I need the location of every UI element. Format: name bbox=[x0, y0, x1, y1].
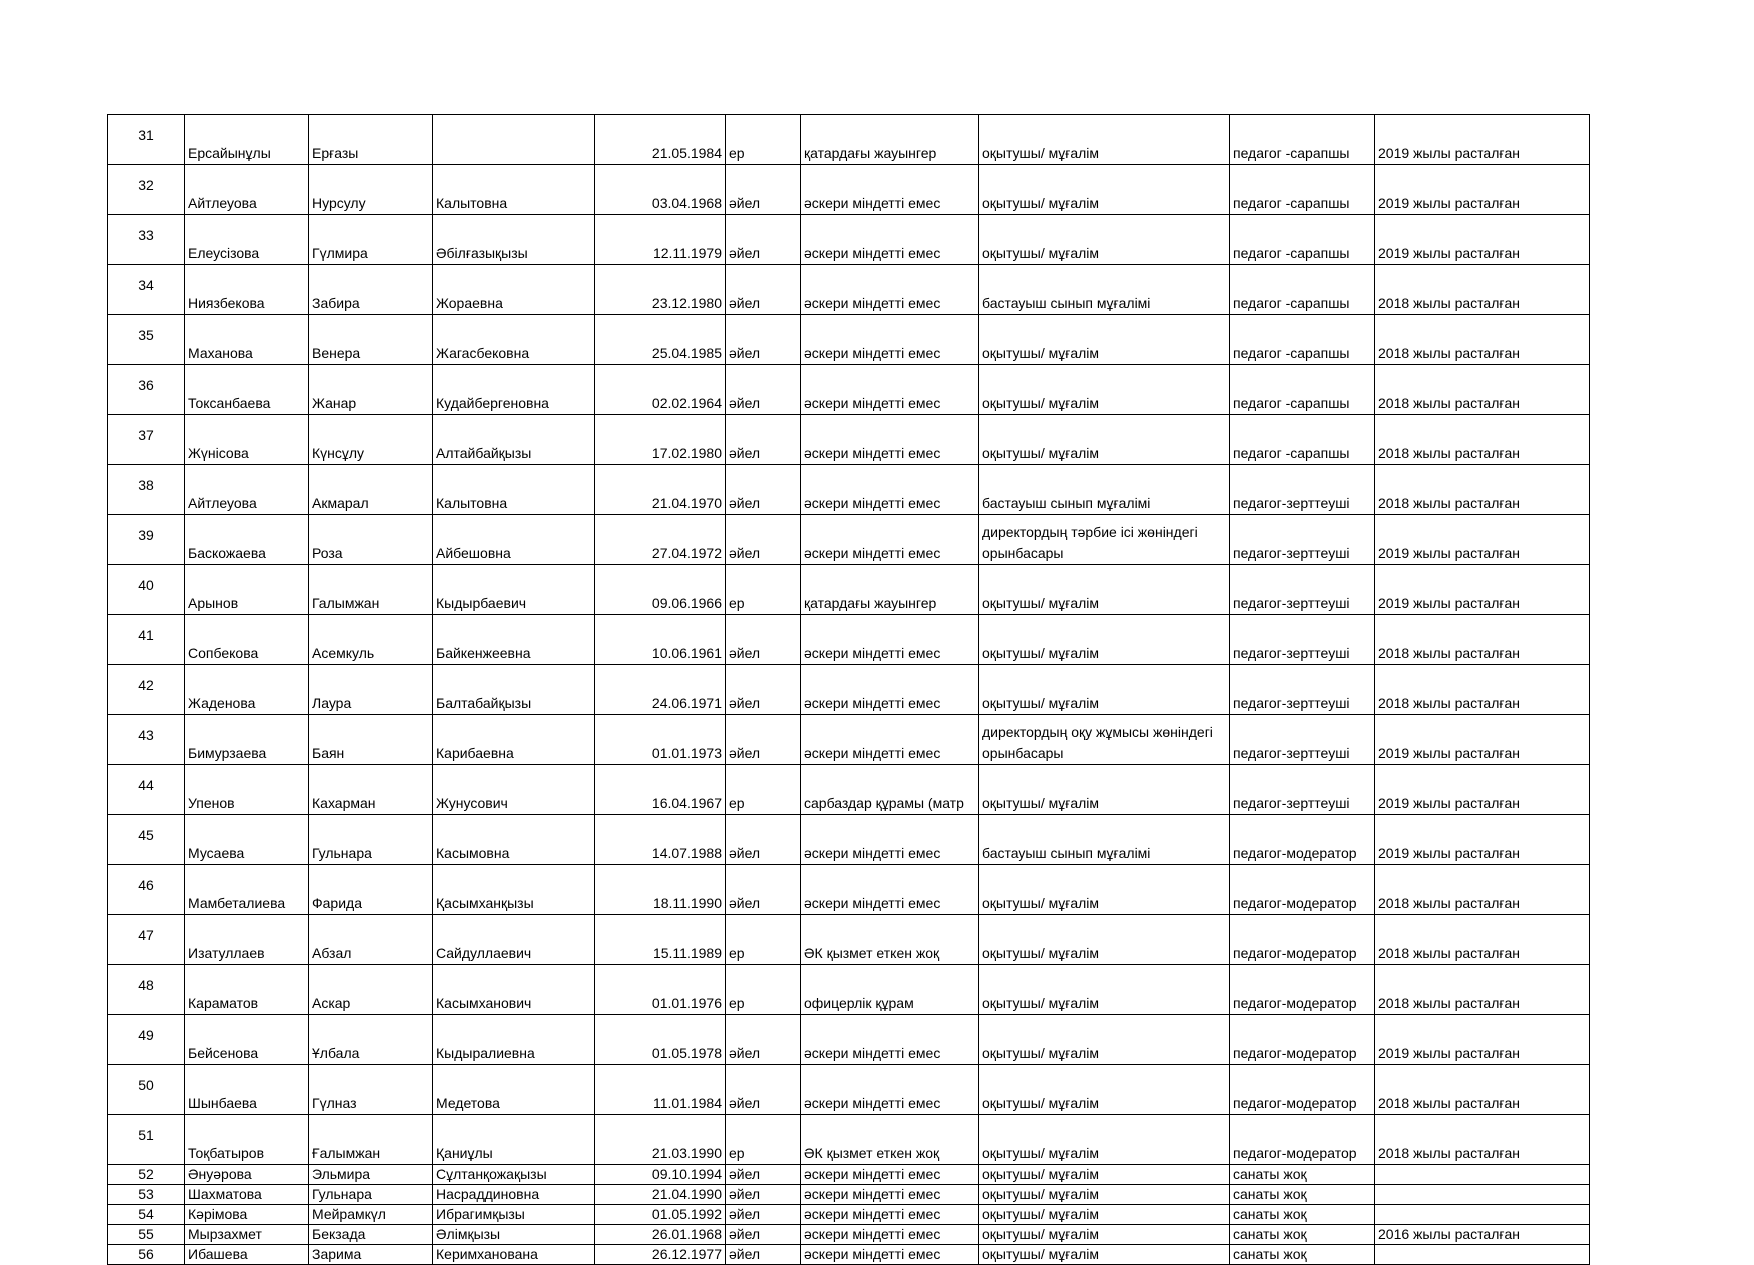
category-cell: санаты жоқ bbox=[1230, 1225, 1375, 1245]
military-status-cell: әскери міндетті емес bbox=[801, 615, 979, 665]
first-name-cell: Аскар bbox=[309, 965, 433, 1015]
gender-cell: әйел bbox=[726, 515, 801, 565]
military-status-cell: әскери міндетті емес bbox=[801, 1225, 979, 1245]
birth-date-cell: 17.02.1980 bbox=[595, 415, 726, 465]
position-cell: оқытушы/ мұғалім bbox=[979, 215, 1230, 265]
gender-cell: ер bbox=[726, 915, 801, 965]
row-number-cell: 37 bbox=[108, 415, 185, 465]
first-name-cell: Гульнара bbox=[309, 815, 433, 865]
row-number-cell: 32 bbox=[108, 165, 185, 215]
military-status-cell: әскери міндетті емес bbox=[801, 665, 979, 715]
birth-date-cell: 01.01.1976 bbox=[595, 965, 726, 1015]
table-row bbox=[108, 215, 1590, 265]
gender-cell: әйел bbox=[726, 1165, 801, 1185]
first-name-cell: Забира bbox=[309, 265, 433, 315]
military-status-cell: әскери міндетті емес bbox=[801, 165, 979, 215]
first-name-cell: Лаура bbox=[309, 665, 433, 715]
category-cell: педагог-модератор bbox=[1230, 815, 1375, 865]
position-cell: оқытушы/ мұғалім bbox=[979, 865, 1230, 915]
attestation-cell bbox=[1375, 1205, 1590, 1225]
military-status-cell: әскери міндетті емес bbox=[801, 1245, 979, 1265]
last-name-cell: Шахматова bbox=[185, 1185, 309, 1205]
birth-date-cell: 01.05.1978 bbox=[595, 1015, 726, 1065]
attestation-cell: 2018 жылы расталған bbox=[1375, 865, 1590, 915]
birth-date-cell: 09.10.1994 bbox=[595, 1165, 726, 1185]
attestation-cell: 2018 жылы расталған bbox=[1375, 365, 1590, 415]
attestation-cell: 2016 жылы расталған bbox=[1375, 1225, 1590, 1245]
position-cell: оқытушы/ мұғалім bbox=[979, 315, 1230, 365]
first-name-cell: Акмарал bbox=[309, 465, 433, 515]
birth-date-cell: 03.04.1968 bbox=[595, 165, 726, 215]
last-name-cell: Жүнісова bbox=[185, 415, 309, 465]
row-number-cell: 48 bbox=[108, 965, 185, 1015]
row-number-cell: 53 bbox=[108, 1185, 185, 1205]
military-status-cell: ӘК қызмет еткен жоқ bbox=[801, 915, 979, 965]
patronymic-cell: Кыдыралиевна bbox=[433, 1015, 595, 1065]
first-name-cell: Асемкуль bbox=[309, 615, 433, 665]
position-cell: оқытушы/ мұғалім bbox=[979, 115, 1230, 165]
military-status-cell: әскери міндетті емес bbox=[801, 215, 979, 265]
military-status-cell: әскери міндетті емес bbox=[801, 815, 979, 865]
patronymic-cell: Қасымханқызы bbox=[433, 865, 595, 915]
birth-date-cell: 09.06.1966 bbox=[595, 565, 726, 615]
category-cell: санаты жоқ bbox=[1230, 1205, 1375, 1225]
table-row bbox=[108, 865, 1590, 915]
last-name-cell: Арынов bbox=[185, 565, 309, 615]
first-name-cell: Жанар bbox=[309, 365, 433, 415]
row-number-cell: 31 bbox=[108, 115, 185, 165]
row-number-cell: 43 bbox=[108, 715, 185, 765]
row-number-cell: 39 bbox=[108, 515, 185, 565]
birth-date-cell: 01.01.1973 bbox=[595, 715, 726, 765]
patronymic-cell: Сайдуллаевич bbox=[433, 915, 595, 965]
last-name-cell: Упенов bbox=[185, 765, 309, 815]
last-name-cell: Кәрімова bbox=[185, 1205, 309, 1225]
position-cell: оқытушы/ мұғалім bbox=[979, 1185, 1230, 1205]
category-cell: педагог -сарапшы bbox=[1230, 165, 1375, 215]
category-cell: педагог-зерттеуші bbox=[1230, 565, 1375, 615]
row-number-cell: 50 bbox=[108, 1065, 185, 1115]
row-number-cell: 55 bbox=[108, 1225, 185, 1245]
table-row bbox=[108, 115, 1590, 165]
gender-cell: әйел bbox=[726, 365, 801, 415]
attestation-cell: 2019 жылы расталған bbox=[1375, 115, 1590, 165]
gender-cell: әйел bbox=[726, 415, 801, 465]
last-name-cell: Мамбеталиева bbox=[185, 865, 309, 915]
category-cell: педагог-модератор bbox=[1230, 965, 1375, 1015]
birth-date-cell: 01.05.1992 bbox=[595, 1205, 726, 1225]
last-name-cell: Айтлеуова bbox=[185, 465, 309, 515]
attestation-cell bbox=[1375, 1165, 1590, 1185]
position-cell: оқытушы/ мұғалім bbox=[979, 365, 1230, 415]
birth-date-cell: 27.04.1972 bbox=[595, 515, 726, 565]
gender-cell: әйел bbox=[726, 815, 801, 865]
patronymic-cell: Жораевна bbox=[433, 265, 595, 315]
table-body bbox=[108, 115, 1590, 1265]
position-cell: оқытушы/ мұғалім bbox=[979, 565, 1230, 615]
first-name-cell: Эльмира bbox=[309, 1165, 433, 1185]
row-number-cell: 36 bbox=[108, 365, 185, 415]
patronymic-cell: Медетова bbox=[433, 1065, 595, 1115]
last-name-cell: Ибашева bbox=[185, 1245, 309, 1265]
position-cell: директордың оқу жұмысы жөніндегі орынбасары bbox=[979, 715, 1230, 765]
attestation-cell: 2019 жылы расталған bbox=[1375, 1015, 1590, 1065]
patronymic-cell: Касымханович bbox=[433, 965, 595, 1015]
table-row bbox=[108, 1115, 1590, 1165]
gender-cell: ер bbox=[726, 115, 801, 165]
last-name-cell: Ерсайынұлы bbox=[185, 115, 309, 165]
birth-date-cell: 16.04.1967 bbox=[595, 765, 726, 815]
attestation-cell: 2019 жылы расталған bbox=[1375, 765, 1590, 815]
category-cell: педагог -сарапшы bbox=[1230, 265, 1375, 315]
attestation-cell: 2018 жылы расталған bbox=[1375, 665, 1590, 715]
patronymic-cell: Калытовна bbox=[433, 165, 595, 215]
attestation-cell: 2018 жылы расталған bbox=[1375, 465, 1590, 515]
category-cell: педагог-зерттеуші bbox=[1230, 765, 1375, 815]
table-row bbox=[108, 565, 1590, 615]
patronymic-cell: Алтайбайқызы bbox=[433, 415, 595, 465]
patronymic-cell: Кудайбергеновна bbox=[433, 365, 595, 415]
birth-date-cell: 10.06.1961 bbox=[595, 615, 726, 665]
patronymic-cell: Керимханована bbox=[433, 1245, 595, 1265]
first-name-cell: Роза bbox=[309, 515, 433, 565]
birth-date-cell: 11.01.1984 bbox=[595, 1065, 726, 1115]
gender-cell: әйел bbox=[726, 1015, 801, 1065]
gender-cell: ер bbox=[726, 765, 801, 815]
table-row bbox=[108, 465, 1590, 515]
gender-cell: әйел bbox=[726, 265, 801, 315]
patronymic-cell: Насраддиновна bbox=[433, 1185, 595, 1205]
position-cell: бастауыш сынып мұғалімі bbox=[979, 815, 1230, 865]
gender-cell: әйел bbox=[726, 715, 801, 765]
last-name-cell: Изатуллаев bbox=[185, 915, 309, 965]
birth-date-cell: 12.11.1979 bbox=[595, 215, 726, 265]
category-cell: педагог-модератор bbox=[1230, 1065, 1375, 1115]
first-name-cell: Баян bbox=[309, 715, 433, 765]
position-cell: оқытушы/ мұғалім bbox=[979, 1165, 1230, 1185]
birth-date-cell: 26.01.1968 bbox=[595, 1225, 726, 1245]
last-name-cell: Елеусізова bbox=[185, 215, 309, 265]
military-status-cell: қатардағы жауынгер bbox=[801, 115, 979, 165]
patronymic-cell: Әбілғазықызы bbox=[433, 215, 595, 265]
category-cell: педагог -сарапшы bbox=[1230, 115, 1375, 165]
last-name-cell: Шынбаева bbox=[185, 1065, 309, 1115]
patronymic-cell: Байкенжеевна bbox=[433, 615, 595, 665]
position-cell: оқытушы/ мұғалім bbox=[979, 965, 1230, 1015]
last-name-cell: Бимурзаева bbox=[185, 715, 309, 765]
patronymic-cell bbox=[433, 115, 595, 165]
position-cell: оқытушы/ мұғалім bbox=[979, 1245, 1230, 1265]
category-cell: санаты жоқ bbox=[1230, 1245, 1375, 1265]
category-cell: педагог-зерттеуші bbox=[1230, 715, 1375, 765]
patronymic-cell: Жунусович bbox=[433, 765, 595, 815]
category-cell: педагог-модератор bbox=[1230, 915, 1375, 965]
military-status-cell: сарбаздар құрамы (матр bbox=[801, 765, 979, 815]
gender-cell: әйел bbox=[726, 615, 801, 665]
gender-cell: әйел bbox=[726, 1245, 801, 1265]
patronymic-cell: Карибаевна bbox=[433, 715, 595, 765]
table-row bbox=[108, 715, 1590, 765]
table-row bbox=[108, 415, 1590, 465]
gender-cell: ер bbox=[726, 1115, 801, 1165]
birth-date-cell: 25.04.1985 bbox=[595, 315, 726, 365]
staff-table bbox=[107, 114, 1590, 1265]
category-cell: педагог-зерттеуші bbox=[1230, 465, 1375, 515]
category-cell: педагог-зерттеуші bbox=[1230, 665, 1375, 715]
table-row bbox=[108, 665, 1590, 715]
table-row bbox=[108, 165, 1590, 215]
first-name-cell: Фарида bbox=[309, 865, 433, 915]
table-row bbox=[108, 365, 1590, 415]
last-name-cell: Караматов bbox=[185, 965, 309, 1015]
position-cell: оқытушы/ мұғалім bbox=[979, 765, 1230, 815]
table-row bbox=[108, 765, 1590, 815]
patronymic-cell: Әлімқызы bbox=[433, 1225, 595, 1245]
birth-date-cell: 21.05.1984 bbox=[595, 115, 726, 165]
row-number-cell: 52 bbox=[108, 1165, 185, 1185]
gender-cell: әйел bbox=[726, 1205, 801, 1225]
category-cell: педагог -сарапшы bbox=[1230, 365, 1375, 415]
last-name-cell: Баскожаева bbox=[185, 515, 309, 565]
position-cell: оқытушы/ мұғалім bbox=[979, 415, 1230, 465]
military-status-cell: әскери міндетті емес bbox=[801, 365, 979, 415]
first-name-cell: Ғалымжан bbox=[309, 1115, 433, 1165]
category-cell: педагог-модератор bbox=[1230, 1115, 1375, 1165]
table-row bbox=[108, 1165, 1590, 1185]
military-status-cell: әскери міндетті емес bbox=[801, 865, 979, 915]
position-cell: оқытушы/ мұғалім bbox=[979, 665, 1230, 715]
birth-date-cell: 14.07.1988 bbox=[595, 815, 726, 865]
attestation-cell bbox=[1375, 1245, 1590, 1265]
birth-date-cell: 02.02.1964 bbox=[595, 365, 726, 415]
military-status-cell: әскери міндетті емес bbox=[801, 265, 979, 315]
table-row bbox=[108, 1015, 1590, 1065]
military-status-cell: әскери міндетті емес bbox=[801, 1065, 979, 1115]
attestation-cell: 2019 жылы расталған bbox=[1375, 215, 1590, 265]
first-name-cell: Гүлмира bbox=[309, 215, 433, 265]
first-name-cell: Галымжан bbox=[309, 565, 433, 615]
first-name-cell: Зарима bbox=[309, 1245, 433, 1265]
category-cell: санаты жоқ bbox=[1230, 1165, 1375, 1185]
last-name-cell: Ниязбекова bbox=[185, 265, 309, 315]
first-name-cell: Гульнара bbox=[309, 1185, 433, 1205]
table-row bbox=[108, 1205, 1590, 1225]
attestation-cell: 2019 жылы расталған bbox=[1375, 815, 1590, 865]
gender-cell: әйел bbox=[726, 1065, 801, 1115]
last-name-cell: Токсанбаева bbox=[185, 365, 309, 415]
birth-date-cell: 21.04.1990 bbox=[595, 1185, 726, 1205]
position-cell: оқытушы/ мұғалім bbox=[979, 1015, 1230, 1065]
table-row bbox=[108, 915, 1590, 965]
military-status-cell: офицерлік құрам bbox=[801, 965, 979, 1015]
attestation-cell: 2018 жылы расталған bbox=[1375, 415, 1590, 465]
attestation-cell: 2018 жылы расталған bbox=[1375, 265, 1590, 315]
row-number-cell: 51 bbox=[108, 1115, 185, 1165]
attestation-cell: 2018 жылы расталған bbox=[1375, 615, 1590, 665]
attestation-cell: 2019 жылы расталған bbox=[1375, 565, 1590, 615]
row-number-cell: 49 bbox=[108, 1015, 185, 1065]
row-number-cell: 42 bbox=[108, 665, 185, 715]
position-cell: оқытушы/ мұғалім bbox=[979, 1205, 1230, 1225]
military-status-cell: ӘК қызмет еткен жоқ bbox=[801, 1115, 979, 1165]
attestation-cell: 2018 жылы расталған bbox=[1375, 315, 1590, 365]
row-number-cell: 35 bbox=[108, 315, 185, 365]
position-cell: оқытушы/ мұғалім bbox=[979, 1115, 1230, 1165]
table-row bbox=[108, 265, 1590, 315]
row-number-cell: 41 bbox=[108, 615, 185, 665]
last-name-cell: Тоқбатыров bbox=[185, 1115, 309, 1165]
row-number-cell: 33 bbox=[108, 215, 185, 265]
first-name-cell: Күнсұлу bbox=[309, 415, 433, 465]
position-cell: оқытушы/ мұғалім bbox=[979, 915, 1230, 965]
row-number-cell: 40 bbox=[108, 565, 185, 615]
military-status-cell: әскери міндетті емес bbox=[801, 715, 979, 765]
patronymic-cell: Жагасбековна bbox=[433, 315, 595, 365]
last-name-cell: Жаденова bbox=[185, 665, 309, 715]
attestation-cell bbox=[1375, 1185, 1590, 1205]
military-status-cell: әскери міндетті емес bbox=[801, 1205, 979, 1225]
row-number-cell: 38 bbox=[108, 465, 185, 515]
attestation-cell: 2018 жылы расталған bbox=[1375, 915, 1590, 965]
row-number-cell: 46 bbox=[108, 865, 185, 915]
birth-date-cell: 18.11.1990 bbox=[595, 865, 726, 915]
row-number-cell: 44 bbox=[108, 765, 185, 815]
table-row bbox=[108, 965, 1590, 1015]
patronymic-cell: Балтабайқызы bbox=[433, 665, 595, 715]
position-cell: директордың тәрбие ісі жөніндегі орынбасары bbox=[979, 515, 1230, 565]
gender-cell: ер bbox=[726, 965, 801, 1015]
row-number-cell: 47 bbox=[108, 915, 185, 965]
table-row bbox=[108, 515, 1590, 565]
patronymic-cell: Айбешовна bbox=[433, 515, 595, 565]
last-name-cell: Мырзахмет bbox=[185, 1225, 309, 1245]
position-cell: бастауыш сынып мұғалімі bbox=[979, 465, 1230, 515]
gender-cell: әйел bbox=[726, 165, 801, 215]
table-row bbox=[108, 1245, 1590, 1265]
table-row bbox=[108, 615, 1590, 665]
birth-date-cell: 21.03.1990 bbox=[595, 1115, 726, 1165]
row-number-cell: 34 bbox=[108, 265, 185, 315]
last-name-cell: Бейсенова bbox=[185, 1015, 309, 1065]
gender-cell: әйел bbox=[726, 865, 801, 915]
birth-date-cell: 21.04.1970 bbox=[595, 465, 726, 515]
military-status-cell: қатардағы жауынгер bbox=[801, 565, 979, 615]
last-name-cell: Мусаева bbox=[185, 815, 309, 865]
patronymic-cell: Касымовна bbox=[433, 815, 595, 865]
birth-date-cell: 24.06.1971 bbox=[595, 665, 726, 715]
first-name-cell: Мейрамкүл bbox=[309, 1205, 433, 1225]
first-name-cell: Ұлбала bbox=[309, 1015, 433, 1065]
gender-cell: әйел bbox=[726, 665, 801, 715]
last-name-cell: Сопбекова bbox=[185, 615, 309, 665]
gender-cell: әйел bbox=[726, 465, 801, 515]
row-number-cell: 54 bbox=[108, 1205, 185, 1225]
position-cell: оқытушы/ мұғалім bbox=[979, 165, 1230, 215]
first-name-cell: Гүлназ bbox=[309, 1065, 433, 1115]
military-status-cell: әскери міндетті емес bbox=[801, 465, 979, 515]
last-name-cell: Айтлеуова bbox=[185, 165, 309, 215]
first-name-cell: Абзал bbox=[309, 915, 433, 965]
category-cell: педагог-зерттеуші bbox=[1230, 615, 1375, 665]
first-name-cell: Бекзада bbox=[309, 1225, 433, 1245]
table-row bbox=[108, 1065, 1590, 1115]
gender-cell: ер bbox=[726, 565, 801, 615]
patronymic-cell: Қаниұлы bbox=[433, 1115, 595, 1165]
attestation-cell: 2018 жылы расталған bbox=[1375, 1065, 1590, 1115]
category-cell: педагог -сарапшы bbox=[1230, 415, 1375, 465]
table-row bbox=[108, 1225, 1590, 1245]
attestation-cell: 2019 жылы расталған bbox=[1375, 165, 1590, 215]
table-row bbox=[108, 1185, 1590, 1205]
attestation-cell: 2019 жылы расталған bbox=[1375, 715, 1590, 765]
first-name-cell: Кахарман bbox=[309, 765, 433, 815]
gender-cell: әйел bbox=[726, 315, 801, 365]
position-cell: бастауыш сынып мұғалімі bbox=[979, 265, 1230, 315]
table-row bbox=[108, 815, 1590, 865]
category-cell: педагог-модератор bbox=[1230, 865, 1375, 915]
position-cell: оқытушы/ мұғалім bbox=[979, 1225, 1230, 1245]
last-name-cell: Әнуәрова bbox=[185, 1165, 309, 1185]
position-cell: оқытушы/ мұғалім bbox=[979, 615, 1230, 665]
military-status-cell: әскери міндетті емес bbox=[801, 515, 979, 565]
military-status-cell: әскери міндетті емес bbox=[801, 1165, 979, 1185]
military-status-cell: әскери міндетті емес bbox=[801, 415, 979, 465]
patronymic-cell: Ибрагимқызы bbox=[433, 1205, 595, 1225]
category-cell: педагог-модератор bbox=[1230, 1015, 1375, 1065]
category-cell: санаты жоқ bbox=[1230, 1185, 1375, 1205]
attestation-cell: 2019 жылы расталған bbox=[1375, 515, 1590, 565]
birth-date-cell: 15.11.1989 bbox=[595, 915, 726, 965]
first-name-cell: Ерғазы bbox=[309, 115, 433, 165]
gender-cell: әйел bbox=[726, 215, 801, 265]
category-cell: педагог-зерттеуші bbox=[1230, 515, 1375, 565]
birth-date-cell: 26.12.1977 bbox=[595, 1245, 726, 1265]
first-name-cell: Венера bbox=[309, 315, 433, 365]
last-name-cell: Маханова bbox=[185, 315, 309, 365]
military-status-cell: әскери міндетті емес bbox=[801, 1185, 979, 1205]
attestation-cell: 2018 жылы расталған bbox=[1375, 965, 1590, 1015]
row-number-cell: 56 bbox=[108, 1245, 185, 1265]
row-number-cell: 45 bbox=[108, 815, 185, 865]
military-status-cell: әскери міндетті емес bbox=[801, 315, 979, 365]
category-cell: педагог -сарапшы bbox=[1230, 315, 1375, 365]
first-name-cell: Нурсулу bbox=[309, 165, 433, 215]
gender-cell: әйел bbox=[726, 1225, 801, 1245]
birth-date-cell: 23.12.1980 bbox=[595, 265, 726, 315]
patronymic-cell: Кыдырбаевич bbox=[433, 565, 595, 615]
position-cell: оқытушы/ мұғалім bbox=[979, 1065, 1230, 1115]
military-status-cell: әскери міндетті емес bbox=[801, 1015, 979, 1065]
patronymic-cell: Сұлтанқожақызы bbox=[433, 1165, 595, 1185]
category-cell: педагог -сарапшы bbox=[1230, 215, 1375, 265]
table-row bbox=[108, 315, 1590, 365]
attestation-cell: 2018 жылы расталған bbox=[1375, 1115, 1590, 1165]
patronymic-cell: Калытовна bbox=[433, 465, 595, 515]
gender-cell: әйел bbox=[726, 1185, 801, 1205]
